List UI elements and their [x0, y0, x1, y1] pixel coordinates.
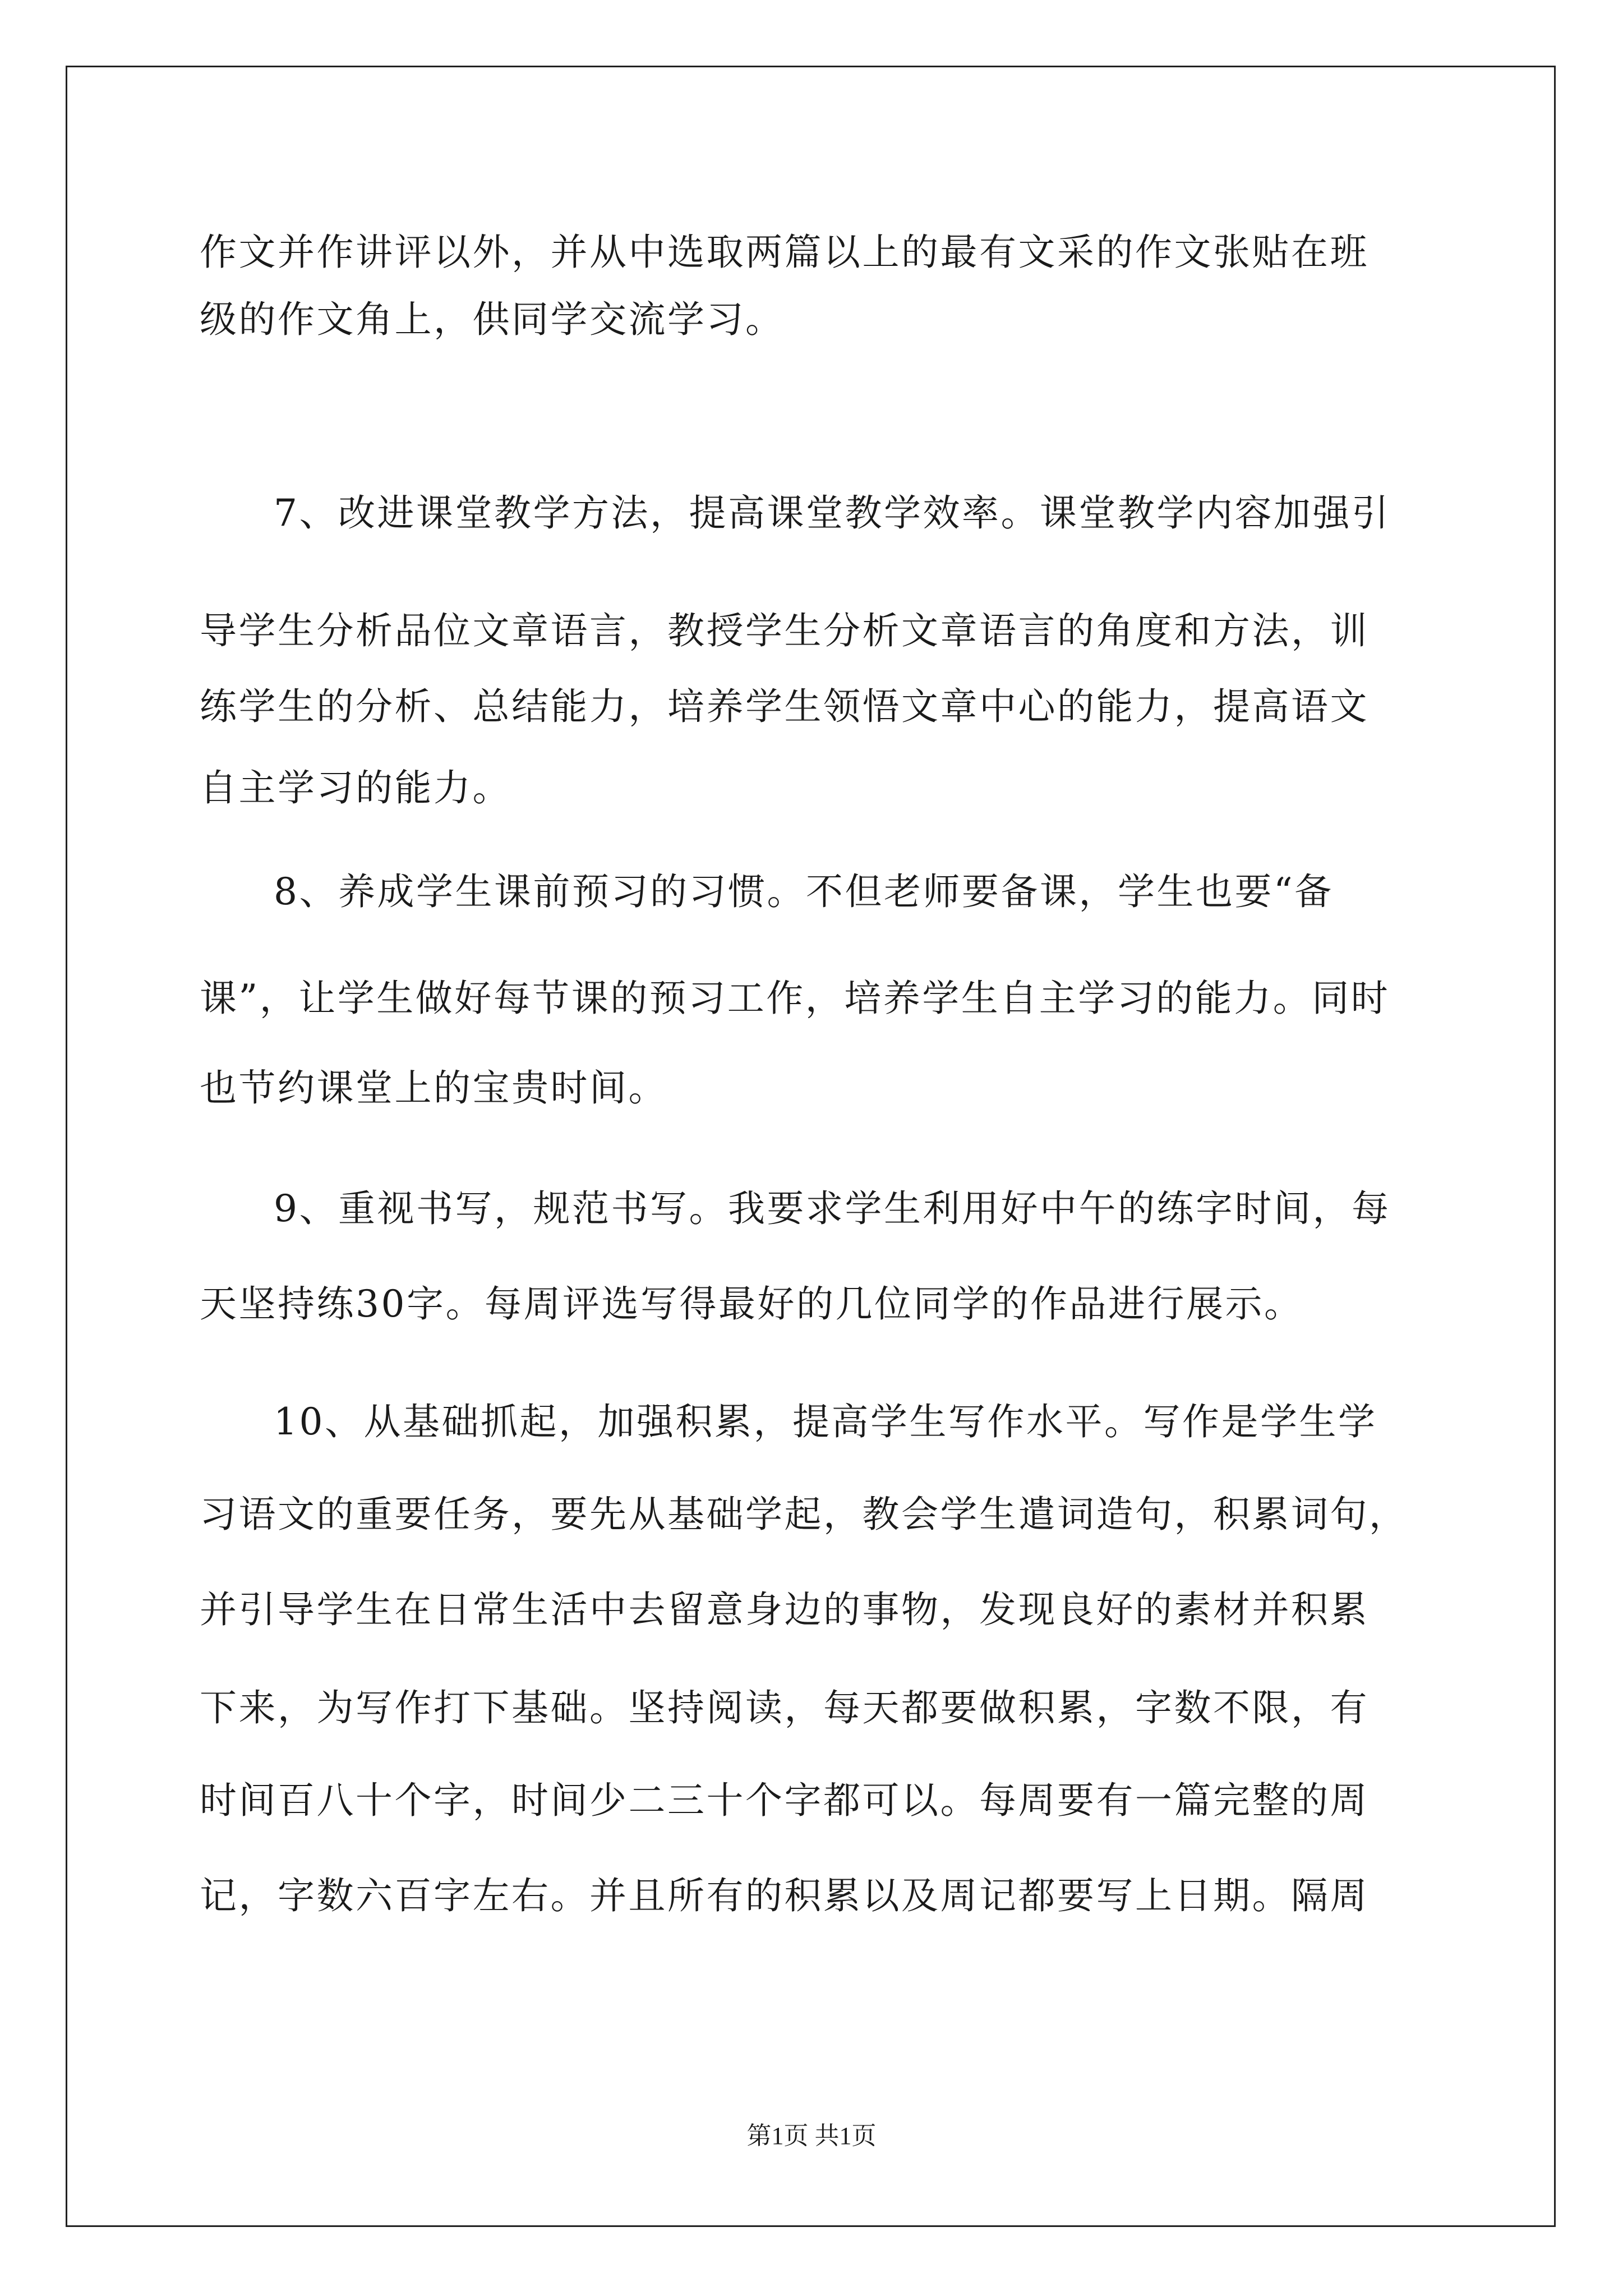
text-line: 作文并作讲评以外，并从中选取两篇以上的最有文采的作文张贴在班 [200, 231, 1369, 274]
text-line: 课”，让学生做好每节课的预习工作，培养学生自主学习的能力。同时 [200, 977, 1390, 1020]
text-line: 下来，为写作打下基础。坚持阅读，每天都要做积累，字数不限，有 [200, 1686, 1369, 1729]
text-line: 天坚持练30字。每周评选写得最好的几位同学的作品进行展示。 [200, 1282, 1303, 1326]
text-line: 并引导学生在日常生活中去留意身边的事物，发现良好的素材并积累 [200, 1588, 1369, 1631]
paragraph-7-line: 7、改进课堂教学方法，提高课堂教学效率。课堂教学内容加强引 [274, 491, 1391, 535]
paragraph-8-line: 8、养成学生课前预习的习惯。不但老师要备课，学生也要“备 [274, 870, 1334, 913]
text-line: 自主学习的能力。 [200, 766, 511, 809]
text-line: 导学生分析品位文章语言，教授学生分析文章语言的角度和方法，训 [200, 609, 1369, 652]
text-line: 习语文的重要任务，要先从基础学起，教会学生遣词造句，积累词句， [200, 1493, 1408, 1536]
text-line: 练学生的分析、总结能力，培养学生领悟文章中心的能力，提高语文 [200, 685, 1369, 728]
text-line: 级的作文角上，供同学交流学习。 [200, 298, 785, 341]
text-line: 时间百八十个字，时间少二三十个字都可以。每周要有一篇完整的周 [200, 1779, 1369, 1822]
text-line: 记，字数六百字左右。并且所有的积累以及周记都要写上日期。隔周 [200, 1874, 1369, 1917]
paragraph-9-line: 9、重视书写，规范书写。我要求学生利用好中午的练字时间，每 [274, 1187, 1391, 1230]
paragraph-10-line: 10、从基础抓起，加强积累，提高学生写作水平。写作是学生学 [274, 1400, 1377, 1443]
text-line: 也节约课堂上的宝贵时间。 [200, 1066, 667, 1110]
page-footer: 第1页 共1页 [746, 2122, 877, 2150]
